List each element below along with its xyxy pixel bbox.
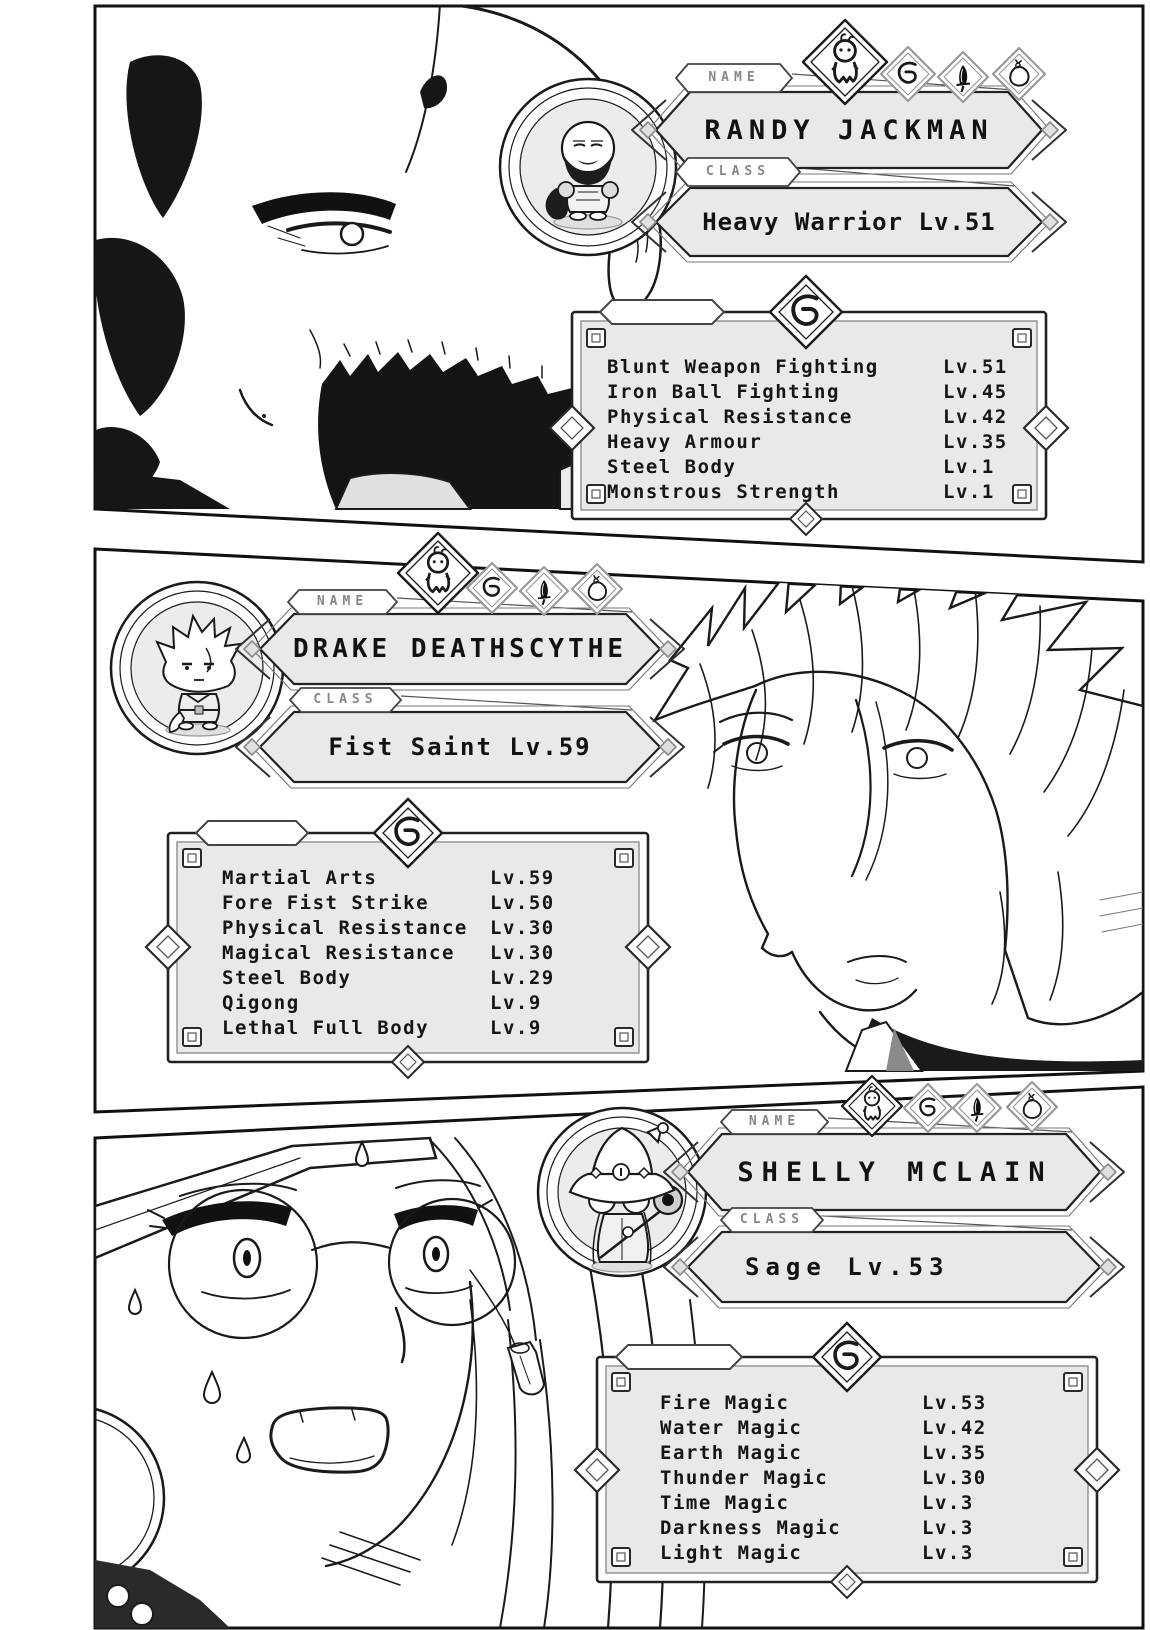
skill-row [607,480,1037,505]
skill-level: Lv.42 [943,406,1008,428]
skill-row [222,1016,632,1041]
skill-row [222,966,632,991]
skill-name: Physical Resistance [607,406,853,428]
skill-level: Lv.9 [490,992,542,1014]
skill-level: Lv.3 [922,1542,974,1564]
character-class: Heavy Warrior Lv.51 [702,208,996,236]
name-tab-label: NAME [316,594,369,609]
name-tab-label: NAME [708,70,760,85]
skill-level: Lv.59 [490,867,555,889]
skill-name: Heavy Armour [607,431,763,453]
avatar-shelly [538,1108,706,1276]
skill-name: Qigong [222,992,300,1014]
skill-row [607,430,1037,455]
skill-name: Water Magic [660,1417,803,1439]
skill-row [660,1491,1080,1516]
skill-row [660,1466,1080,1491]
skill-level: Lv.29 [490,967,555,989]
skill-name: Darkness Magic [660,1517,842,1539]
skill-level: Lv.51 [943,356,1008,378]
skill-row [607,355,1037,380]
skill-name: Thunder Magic [660,1467,829,1489]
skill-name: Light Magic [660,1542,803,1564]
skill-level: Lv.35 [922,1442,987,1464]
skill-row [222,891,632,916]
character-name: SHELLY MCLAIN [737,1156,1053,1188]
skill-list [222,866,632,1041]
skill-row [222,916,632,941]
skill-name: Iron Ball Fighting [607,381,840,403]
skill-row [607,380,1037,405]
skill-row [222,991,632,1016]
skill-level: Lv.45 [943,381,1008,403]
skill-level: Lv.53 [922,1392,987,1414]
skill-level: Lv.3 [922,1492,974,1514]
skill-level: Lv.30 [490,942,555,964]
skill-name: Steel Body [222,967,352,989]
skill-name: Blunt Weapon Fighting [607,356,879,378]
skill-row [607,405,1037,430]
skill-row [660,1441,1080,1466]
character-name: RANDY JACKMAN [704,114,994,146]
class-tab-label: CLASS [739,1212,805,1227]
skill-name: Martial Arts [222,867,378,889]
character-name: DRAKE DEATHSCYTHE [292,634,628,664]
skill-name: Earth Magic [660,1442,803,1464]
skill-name: Steel Body [607,456,737,478]
skill-level: Lv.1 [943,481,995,503]
skill-level: Lv.1 [943,456,995,478]
skill-level: Lv.35 [943,431,1008,453]
skill-level: Lv.3 [922,1517,974,1539]
name-tab-label: NAME [748,1114,801,1129]
skill-level: Lv.50 [490,892,555,914]
skill-level: Lv.9 [490,1017,542,1039]
skill-name: Monstrous Strength [607,481,840,503]
skill-row [607,455,1037,480]
skill-name: Magical Resistance [222,942,455,964]
skill-row [660,1541,1080,1566]
skill-level: Lv.30 [490,917,555,939]
skill-row [222,941,632,966]
skill-list [660,1391,1080,1566]
skill-row [222,866,632,891]
skill-name: Fire Magic [660,1392,790,1414]
skill-row [660,1391,1080,1416]
skill-name: Lethal Full Body [222,1017,430,1039]
skill-level: Lv.30 [922,1467,987,1489]
class-tab-label: CLASS [313,692,378,707]
skill-list [607,355,1037,505]
skill-row [660,1516,1080,1541]
skill-name: Physical Resistance [222,917,468,939]
skill-name: Time Magic [660,1492,790,1514]
class-tab-label: CLASS [705,164,771,179]
skill-row [660,1416,1080,1441]
character-class: Sage Lv.53 [745,1253,950,1281]
character-class: Fist Saint Lv.59 [328,733,592,761]
skill-level: Lv.42 [922,1417,987,1439]
skill-name: Fore Fist Strike [222,892,430,914]
